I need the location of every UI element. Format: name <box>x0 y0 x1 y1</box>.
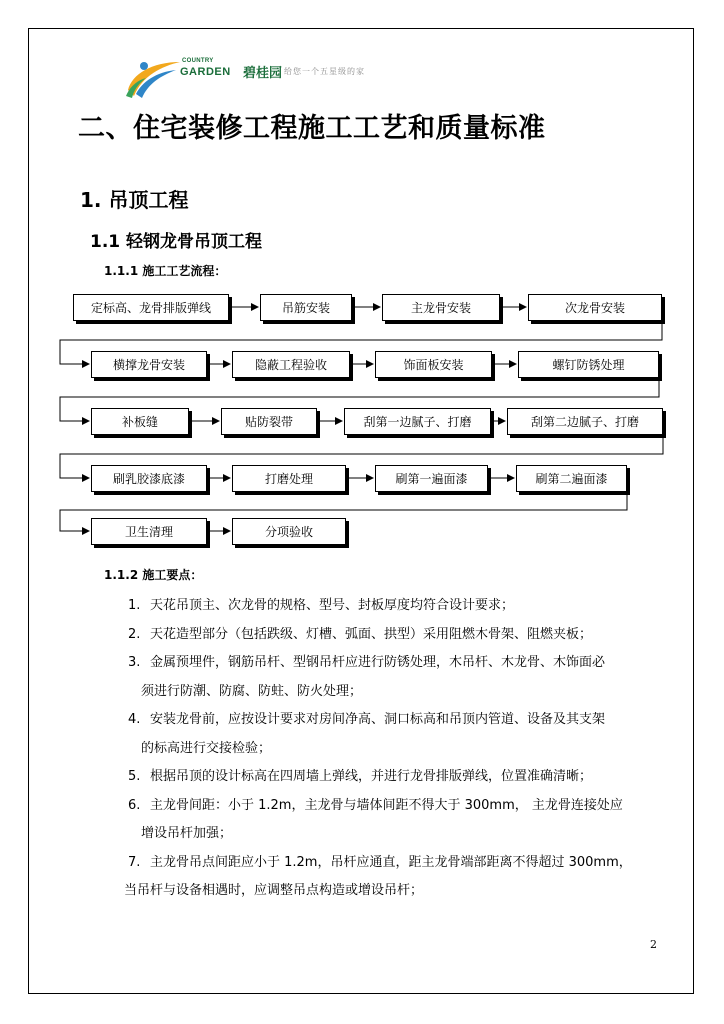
section-title: 1. 吊顶工程 <box>80 188 189 212</box>
logo-garden-text: GARDEN <box>180 66 231 78</box>
list-item-continuation: 的标高进行交接检验； <box>141 740 272 756</box>
list-item: 6. 主龙骨间距：小于 1.2m，主龙骨与墙体间距不得大于 300mm， 主龙骨连接处应 <box>128 797 623 813</box>
list-item-continuation: 当吊杆与设备相遇时，应调整吊点构造或增设吊杆； <box>124 883 424 898</box>
logo-slogan: 给您一个五星级的家 <box>284 67 365 76</box>
chapter-title: 二、住宅装修工程施工工艺和质量标准 <box>78 113 546 144</box>
flow-step-5: 横撑龙骨安装 <box>91 351 207 378</box>
flow-step-3: 主龙骨安装 <box>382 294 500 321</box>
points-heading: 1.1.2 施工要点： <box>104 568 203 582</box>
flow-step-12: 刮第二边腻子、打磨 <box>507 408 663 435</box>
flow-step-4: 次龙骨安装 <box>528 294 662 321</box>
flow-step-1: 定标高、龙骨排版弹线 <box>73 294 229 321</box>
logo-cn-text: 碧桂园 <box>243 66 283 81</box>
flow-step-14: 打磨处理 <box>232 465 346 492</box>
flow-step-11: 刮第一边腻子、打磨 <box>344 408 491 435</box>
flow-step-10: 贴防裂带 <box>221 408 317 435</box>
page-number: 2 <box>650 938 657 951</box>
list-item: 7. 主龙骨吊点间距应小于 1.2m，吊杆应通直，距主龙骨端部距离不得超过 300mm， <box>128 854 632 870</box>
flow-step-18: 分项验收 <box>232 518 346 545</box>
list-item: 3. 金属预埋件，钢筋吊杆、型钢吊杆应进行防锈处理，木吊杆、木龙骨、木饰面必 <box>128 655 606 670</box>
flow-step-2: 吊筋安装 <box>260 294 352 321</box>
list-item-continuation: 增设吊杆加强； <box>141 826 233 841</box>
flow-step-7: 饰面板安装 <box>375 351 492 378</box>
flow-step-6: 隐蔽工程验收 <box>232 351 350 378</box>
flow-step-16: 刷第二遍面漆 <box>516 465 627 492</box>
process-heading: 1.1.1 施工工艺流程： <box>104 264 227 278</box>
flow-step-13: 刷乳胶漆底漆 <box>91 465 207 492</box>
flow-step-17: 卫生清理 <box>91 518 207 545</box>
list-item-continuation: 须进行防潮、防腐、防蛀、防火处理； <box>141 683 363 699</box>
list-item: 5. 根据吊顶的设计标高在四周墙上弹线，并进行龙骨排版弹线，位置准确清晰； <box>128 769 593 784</box>
logo-country-text: COUNTRY <box>182 58 214 64</box>
list-item: 1. 天花吊顶主、次龙骨的规格、型号、封板厚度均符合设计要求； <box>128 598 515 613</box>
flow-step-8: 螺钉防锈处理 <box>518 351 659 378</box>
flow-step-15: 刷第一遍面漆 <box>375 465 488 492</box>
flow-step-9: 补板缝 <box>91 408 189 435</box>
subsection-title: 1.1 轻钢龙骨吊顶工程 <box>90 232 263 252</box>
list-item: 2. 天花造型部分（包括跌级、灯槽、弧面、拱型）采用阻燃木骨架、阻燃夹板； <box>128 626 593 642</box>
list-item: 4. 安装龙骨前，应按设计要求对房间净高、洞口标高和吊顶内管道、设备及其支架 <box>128 712 606 727</box>
construction-points-list <box>124 592 668 906</box>
